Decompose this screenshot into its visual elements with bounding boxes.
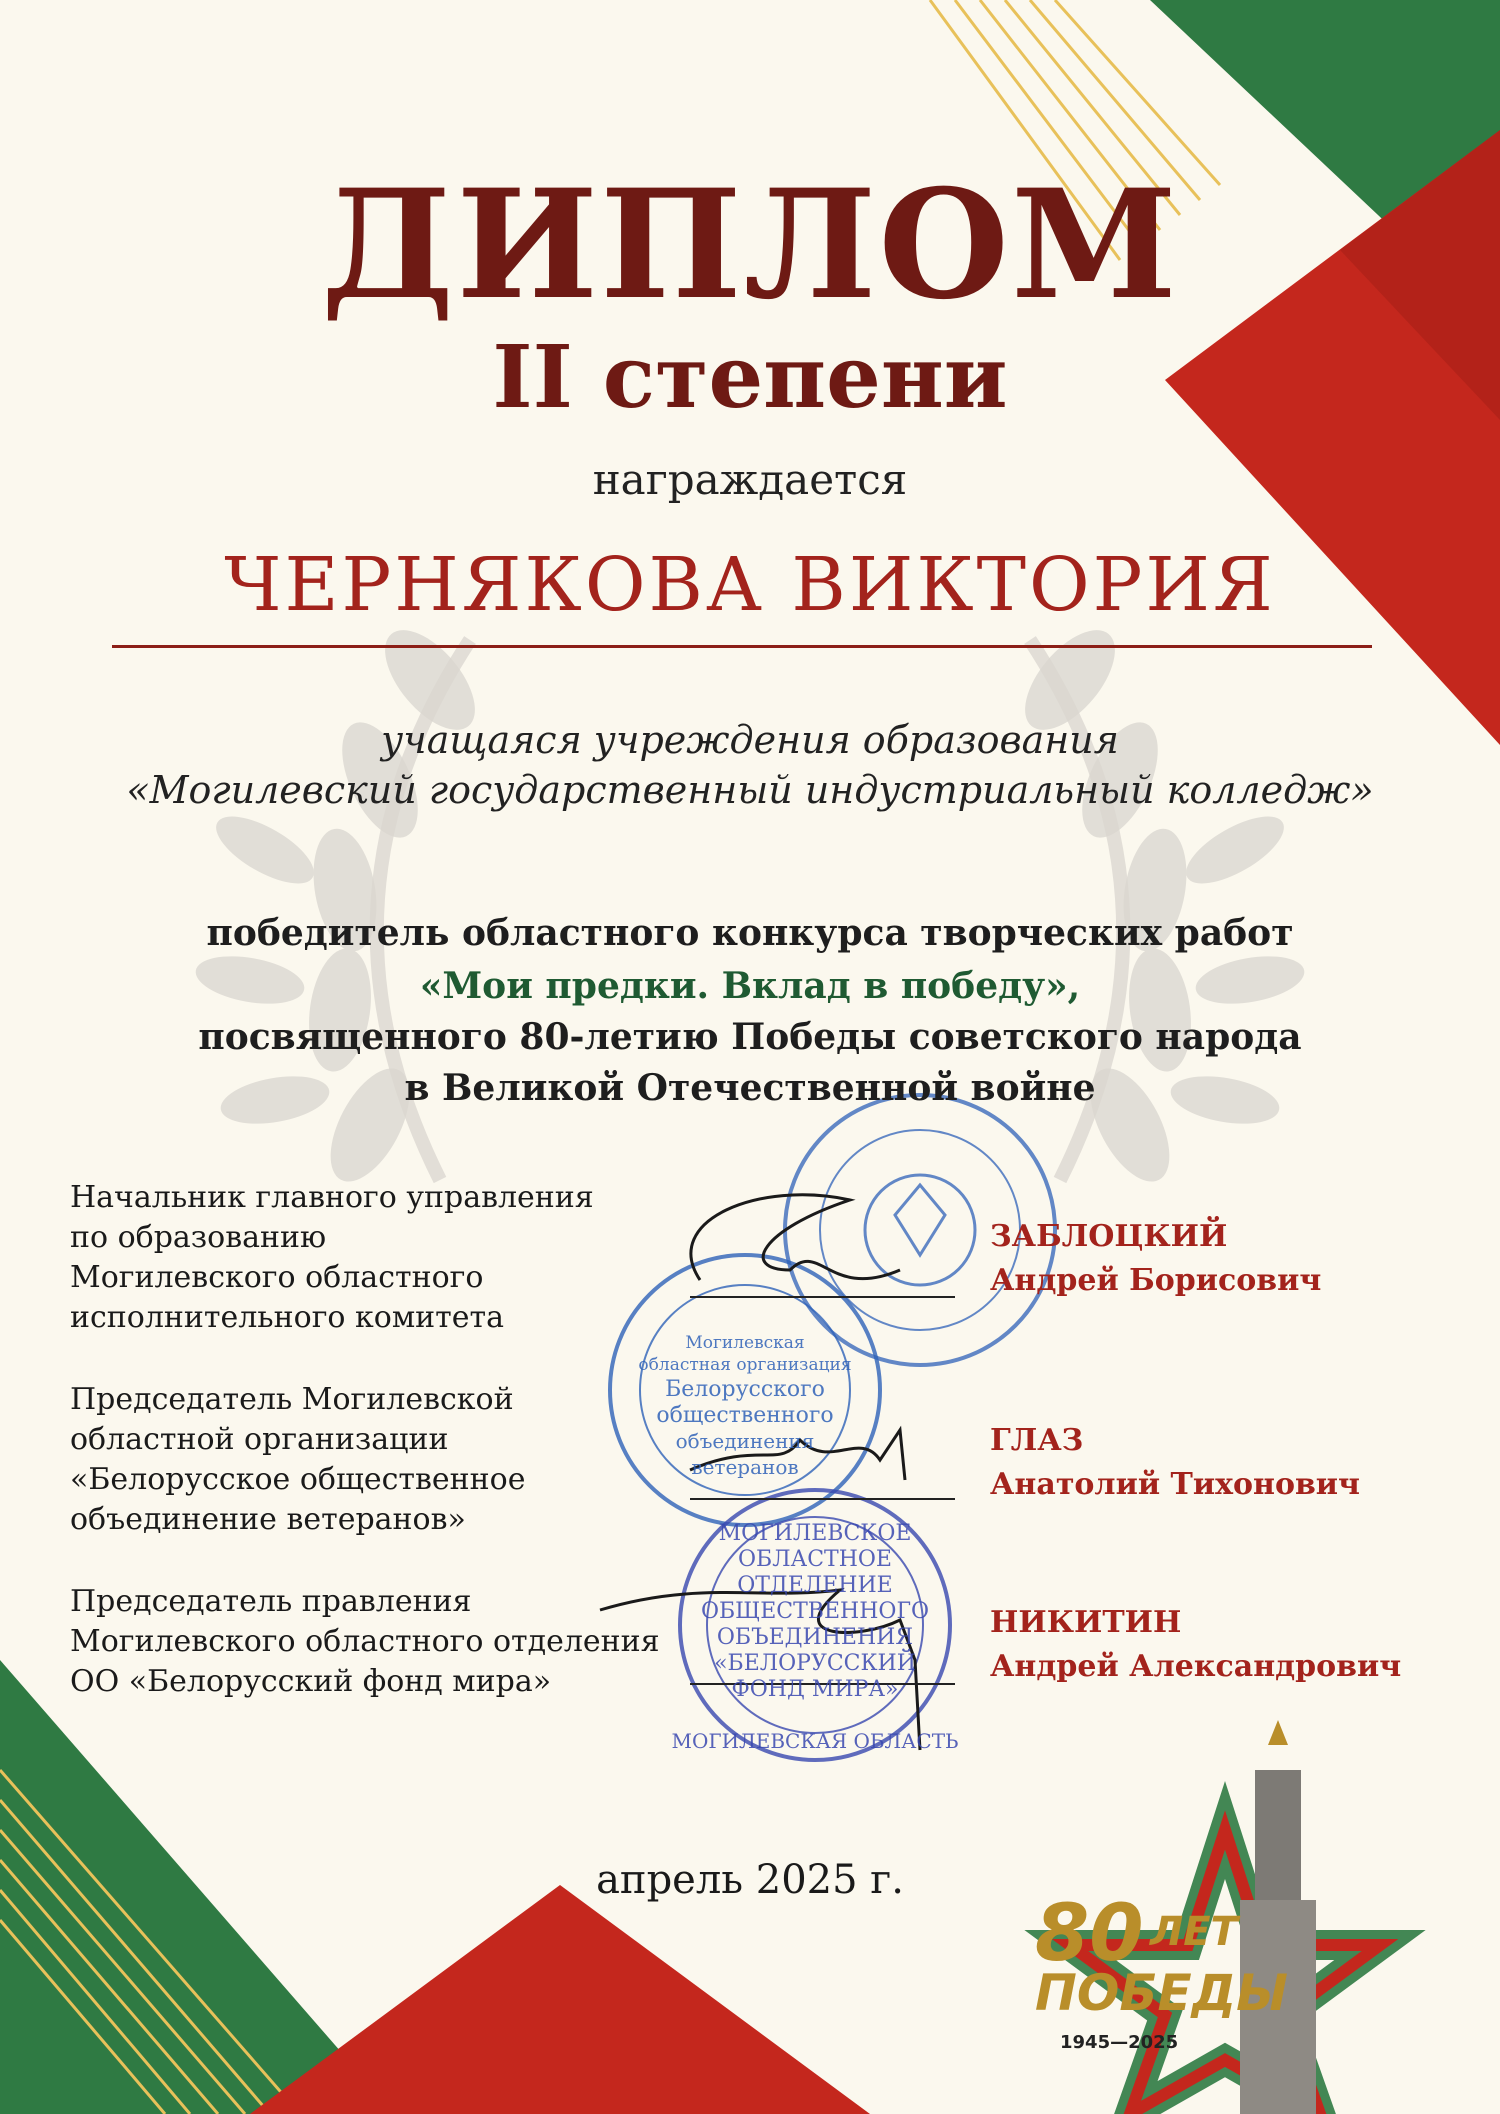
- position-line: по образованию: [70, 1220, 327, 1255]
- issue-date: апрель 2025 г.: [596, 1857, 904, 1903]
- diploma-title: ДИПЛОМ: [320, 157, 1180, 333]
- achievement-line-3: посвященного 80-летию Победы советского народа: [198, 1016, 1302, 1058]
- signatory-3-surname: НИКИТИН: [990, 1605, 1182, 1640]
- position-line: объединение ветеранов»: [70, 1502, 466, 1537]
- peace-fund-stamp: [680, 1490, 950, 1760]
- veterans-stamp-text: Могилевская: [685, 1333, 805, 1353]
- peace-fund-stamp-text: МОГИЛЕВСКОЕ: [718, 1521, 912, 1546]
- position-line: исполнительного комитета: [70, 1300, 504, 1335]
- emblem-word-let: ЛЕТ: [1150, 1909, 1238, 1955]
- achievement-line-1: победитель областного конкурса творческих работ: [206, 912, 1294, 954]
- red-triangle-bottom: [250, 1885, 870, 2114]
- peace-fund-stamp-text: ОТДЕЛЕНИЕ: [737, 1573, 893, 1598]
- emblem-number: 80: [1035, 1889, 1144, 1979]
- position-line: Могилевского областного: [70, 1260, 484, 1295]
- signatory-3-given-name: Андрей Александрович: [990, 1649, 1402, 1684]
- position-line: ОО «Белорусский фонд мира»: [70, 1664, 552, 1699]
- signature-line-1: [690, 1296, 955, 1298]
- signatory-2-position: [70, 1380, 670, 1540]
- signatory-2-surname: ГЛАЗ: [990, 1423, 1084, 1458]
- contest-name: «Мои предки. Вклад в победу»,: [419, 965, 1081, 1007]
- position-line: «Белорусское общественное: [70, 1462, 526, 1497]
- signatory-1-position: [70, 1178, 670, 1338]
- signature-line-2: [690, 1498, 955, 1500]
- position-line: Председатель правления: [70, 1584, 472, 1619]
- recipient-status: учащаяся учреждения образования: [381, 718, 1119, 762]
- signatory-3-position: [70, 1582, 670, 1702]
- signatory-1-surname: ЗАБЛОЦКИЙ: [990, 1219, 1228, 1254]
- recipient-name: ЧЕРНЯКОВА ВИКТОРИЯ: [224, 542, 1276, 628]
- signatory-1-given-name: Андрей Борисович: [990, 1263, 1322, 1298]
- emblem-word-pobedy: ПОБЕДЫ: [1035, 1964, 1288, 2022]
- position-line: Начальник главного управления: [70, 1180, 594, 1215]
- position-line: Председатель Могилевской: [70, 1382, 514, 1417]
- veterans-stamp-text: объединения: [675, 1429, 815, 1453]
- veterans-stamp-text: общественного: [656, 1403, 834, 1428]
- peace-fund-stamp-text: «БЕЛОРУССКИЙ: [714, 1651, 916, 1676]
- achievement-line-4: в Великой Отечественной войне: [404, 1067, 1096, 1109]
- recipient-institution: «Могилевский государственный индустриальный колледж»: [126, 768, 1374, 812]
- emblem-years: 1945—2025: [1060, 2032, 1179, 2053]
- veterans-stamp-text: ветеранов: [691, 1455, 799, 1479]
- peace-fund-stamp-text: ОБЩЕСТВЕННОГО: [700, 1599, 930, 1624]
- peace-fund-stamp-text: ФОНД МИРА»: [731, 1677, 899, 1702]
- peace-fund-stamp-ring-text: МОГИЛЕВСКАЯ ОБЛАСТЬ: [671, 1729, 959, 1753]
- peace-fund-stamp-text: ОБЛАСТНОЕ: [737, 1547, 893, 1572]
- awarded-label: награждается: [592, 455, 908, 504]
- diploma-degree: II степени: [492, 327, 1008, 428]
- veterans-stamp-text: Белорусского: [665, 1377, 825, 1402]
- veterans-stamp-text: областная организация: [638, 1355, 852, 1375]
- position-line: Могилевского областного отделения: [70, 1624, 660, 1659]
- recipient-underline: [112, 645, 1372, 648]
- position-line: областной организации: [70, 1422, 449, 1457]
- signatory-2-given-name: Анатолий Тихонович: [990, 1467, 1361, 1502]
- peace-fund-stamp-text: ОБЪЕДИНЕНИЯ: [716, 1625, 914, 1650]
- signature-line-3: [690, 1683, 955, 1685]
